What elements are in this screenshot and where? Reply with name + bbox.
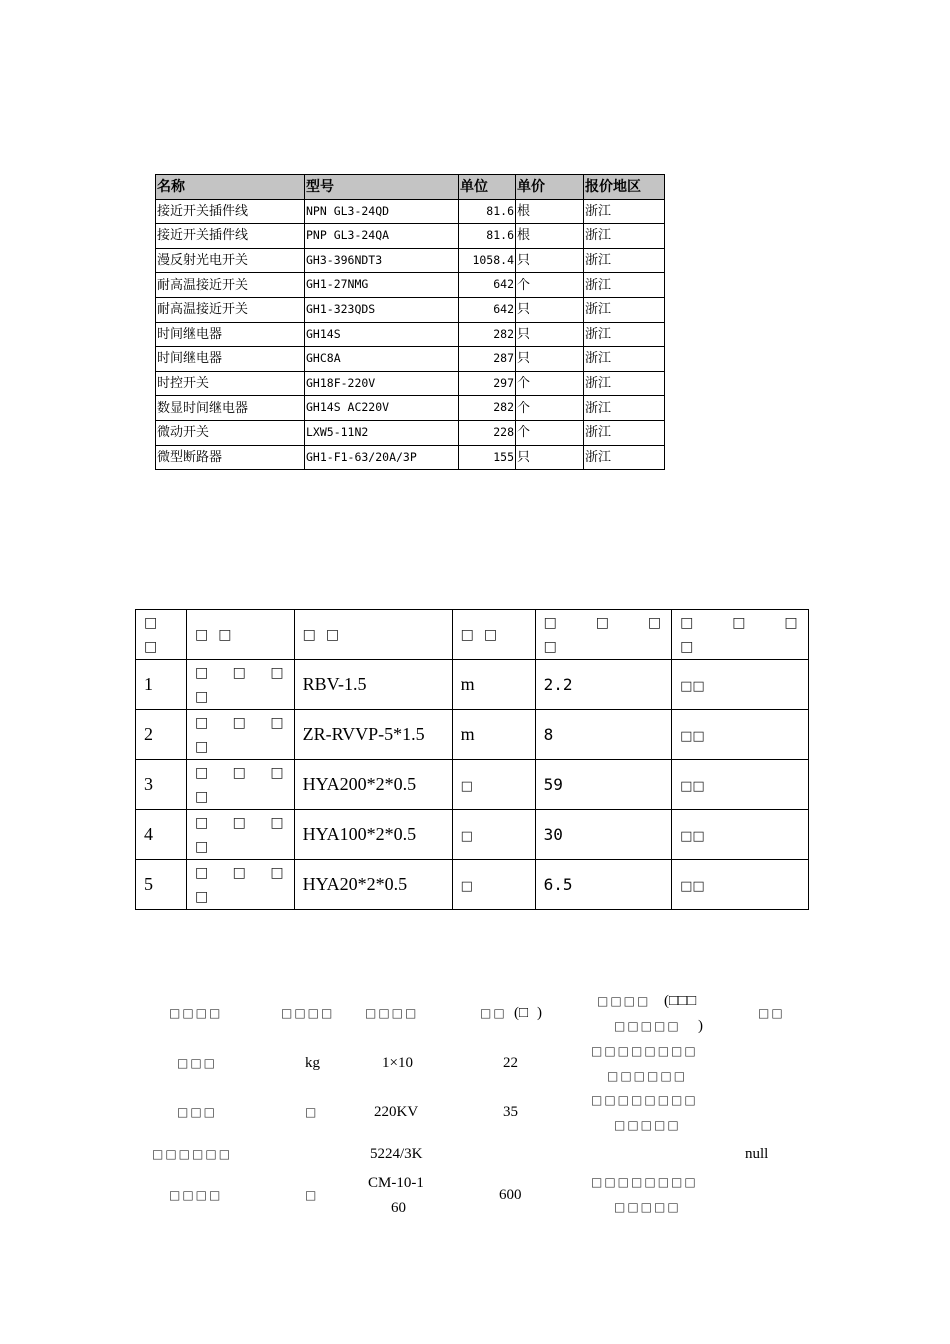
unit-cell: 个: [516, 420, 584, 445]
note-cell: [672, 660, 808, 710]
header-no: [136, 610, 187, 660]
name-cell: 耐高温接近开关: [156, 297, 305, 322]
header-region: 报价地区: [584, 175, 665, 200]
no-cell: [136, 860, 187, 910]
name-cell: 漫反射光电开关: [156, 248, 305, 273]
price-text: 2.2: [543, 675, 573, 694]
note-cell: [672, 760, 808, 810]
t3-row4-note-line1: □□□□□□□□: [591, 1175, 698, 1189]
model-cell: NPN GL3-24QD: [305, 199, 459, 224]
model-cell: [294, 810, 452, 860]
t3-header-col2: □□□□: [281, 1006, 335, 1020]
name-text: □ □ □ □: [195, 864, 294, 905]
price-cell: [535, 710, 671, 760]
price-text: 6.5: [543, 875, 573, 894]
table-row: [156, 199, 665, 224]
t3-header-col5-paren: (□□□: [664, 993, 697, 1009]
no-text: 4: [144, 824, 153, 844]
t3-row3-name: □□□□□□: [152, 1147, 233, 1161]
unit-cell: 只: [516, 322, 584, 347]
model-text: HYA200*2*0.5: [302, 774, 417, 794]
name-text: □ □ □ □: [195, 664, 294, 705]
unit-cell: 个: [516, 371, 584, 396]
unit-cell: [452, 760, 535, 810]
t3-header-col6: □□: [758, 1006, 785, 1020]
price-text: 59: [543, 775, 563, 794]
header-unit-text: □□: [460, 626, 508, 643]
model-cell: GH3-396NDT3: [305, 248, 459, 273]
t3-row1-unit: kg: [305, 1055, 320, 1071]
t3-row4-name: □□□□: [169, 1188, 223, 1202]
value-cell: 282: [459, 322, 516, 347]
model-cell: GH14S AC220V: [305, 396, 459, 421]
t3-row2-note-line2: □□□□□: [614, 1118, 681, 1132]
note-cell: [672, 710, 808, 760]
value-cell: 81.6: [459, 199, 516, 224]
model-cell: GH1-323QDS: [305, 297, 459, 322]
header-no-text: □ □: [144, 614, 168, 655]
unit-cell: [452, 860, 535, 910]
unit-cell: 根: [516, 199, 584, 224]
model-cell: [294, 710, 452, 760]
unit-cell: 个: [516, 396, 584, 421]
region-cell: 浙江: [584, 445, 665, 470]
table-row: [156, 396, 665, 421]
value-cell: 287: [459, 347, 516, 372]
model-text: RBV-1.5: [302, 674, 367, 694]
cable-price-table: [135, 609, 809, 910]
t3-row3-extra: null: [745, 1146, 769, 1162]
name-cell: 耐高温接近开关: [156, 273, 305, 298]
table-row: [156, 248, 665, 273]
table-row: [156, 445, 665, 470]
name-text: □ □ □ □: [195, 714, 294, 755]
unit-cell: 只: [516, 445, 584, 470]
region-cell: 浙江: [584, 420, 665, 445]
value-cell: 228: [459, 420, 516, 445]
model-cell: [294, 760, 452, 810]
price-cell: [535, 660, 671, 710]
t3-row1-name: □□□: [177, 1056, 218, 1070]
cable-table-header-row: [136, 610, 809, 660]
unit-text: m: [460, 674, 475, 694]
model-text: HYA20*2*0.5: [302, 874, 408, 894]
model-cell: GH1-F1-63/20A/3P: [305, 445, 459, 470]
value-cell: 155: [459, 445, 516, 470]
name-cell: 微型断路器: [156, 445, 305, 470]
t3-row3-spec: 5224/3K: [370, 1146, 423, 1162]
table-row: [156, 224, 665, 249]
t3-row1-note-line2: □□□□□□: [607, 1069, 688, 1083]
header-price: [535, 610, 671, 660]
table-row: [136, 660, 809, 710]
unit-cell: 只: [516, 248, 584, 273]
note-text: □□: [680, 879, 705, 894]
value-cell: 81.6: [459, 224, 516, 249]
t3-header-col4-close: ): [537, 1005, 542, 1021]
header-price-text: □ □ □ □: [543, 614, 672, 655]
unit-cell: 只: [516, 297, 584, 322]
unit-text: □: [460, 779, 473, 794]
t3-header-col5-close: ): [698, 1018, 703, 1034]
name-cell: 时控开关: [156, 371, 305, 396]
header-model: 型号: [305, 175, 459, 200]
model-cell: [294, 860, 452, 910]
t3-row4-price: 600: [499, 1187, 522, 1203]
model-cell: GH1-27NMG: [305, 273, 459, 298]
table-row: [136, 760, 809, 810]
region-cell: 浙江: [584, 347, 665, 372]
unit-cell: 只: [516, 347, 584, 372]
note-cell: [672, 810, 808, 860]
no-cell: [136, 810, 187, 860]
t3-row4-spec-line2: 60: [391, 1200, 406, 1216]
note-text: □□: [680, 679, 705, 694]
region-cell: 浙江: [584, 297, 665, 322]
value-cell: 297: [459, 371, 516, 396]
t3-row4-spec-line1: CM-10-1: [368, 1175, 424, 1191]
note-text: □□: [680, 829, 705, 844]
t3-row2-note-line1: □□□□□□□□: [591, 1093, 698, 1107]
name-cell: 接近开关插件线: [156, 224, 305, 249]
header-note-text: □ □ □ □: [680, 614, 808, 655]
t3-row2-name: □□□: [177, 1105, 218, 1119]
t3-row4-note-line2: □□□□□: [614, 1200, 681, 1214]
model-cell: GHC8A: [305, 347, 459, 372]
unit-cell: 个: [516, 273, 584, 298]
value-cell: 642: [459, 297, 516, 322]
t3-row1-note-line1: □□□□□□□□: [591, 1044, 698, 1058]
unit-cell: 根: [516, 224, 584, 249]
note-text: □□: [680, 729, 705, 744]
table-row: [156, 371, 665, 396]
no-cell: [136, 660, 187, 710]
region-cell: 浙江: [584, 199, 665, 224]
model-text: HYA100*2*0.5: [302, 824, 417, 844]
note-text: □□: [680, 779, 705, 794]
region-cell: 浙江: [584, 371, 665, 396]
no-text: 2: [144, 724, 153, 744]
t3-header-col3: □□□□: [365, 1006, 419, 1020]
region-cell: 浙江: [584, 224, 665, 249]
table-row: [156, 273, 665, 298]
name-cell: [187, 710, 295, 760]
header-unit: [452, 610, 535, 660]
name-cell: [187, 760, 295, 810]
model-cell: GH18F-220V: [305, 371, 459, 396]
name-cell: 时间继电器: [156, 322, 305, 347]
t3-header-col5-line1: □□□□: [597, 994, 651, 1008]
t3-row2-price: 35: [503, 1104, 518, 1120]
t3-header-col1: □□□□: [169, 1006, 223, 1020]
unit-cell: [452, 810, 535, 860]
name-cell: [187, 660, 295, 710]
model-text: ZR-RVVP-5*1.5: [302, 724, 425, 744]
table-row: [156, 347, 665, 372]
price-table-header-row: [156, 175, 665, 200]
t3-row1-spec: 1×10: [382, 1055, 413, 1071]
price-cell: [535, 810, 671, 860]
header-price: 单价: [516, 175, 584, 200]
region-cell: 浙江: [584, 248, 665, 273]
model-cell: PNP GL3-24QA: [305, 224, 459, 249]
name-text: □ □ □ □: [195, 764, 294, 805]
header-note: [672, 610, 808, 660]
header-name-text: □□: [195, 626, 242, 643]
unit-cell: [452, 660, 535, 710]
region-cell: 浙江: [584, 322, 665, 347]
t3-row2-spec: 220KV: [374, 1104, 419, 1120]
price-cell: [535, 860, 671, 910]
price-cell: [535, 760, 671, 810]
no-text: 5: [144, 874, 153, 894]
model-cell: LXW5-11N2: [305, 420, 459, 445]
region-cell: 浙江: [584, 273, 665, 298]
name-cell: 微动开关: [156, 420, 305, 445]
region-cell: 浙江: [584, 396, 665, 421]
price-table: [155, 174, 665, 470]
no-cell: [136, 710, 187, 760]
t3-row2-unit: □: [305, 1105, 319, 1119]
header-name: [187, 610, 295, 660]
note-cell: [672, 860, 808, 910]
header-model: [294, 610, 452, 660]
price-text: 8: [543, 725, 554, 744]
t3-header-col5-line2: □□□□□: [614, 1019, 681, 1033]
table-row: [156, 322, 665, 347]
name-cell: [187, 860, 295, 910]
header-unit: 单位: [459, 175, 516, 200]
name-cell: 时间继电器: [156, 347, 305, 372]
model-cell: [294, 660, 452, 710]
header-name: 名称: [156, 175, 305, 200]
name-text: □ □ □ □: [195, 814, 294, 855]
unit-cell: [452, 710, 535, 760]
t3-row4-unit: □: [305, 1188, 319, 1202]
no-text: 1: [144, 674, 153, 694]
t3-header-col4-open: (□: [514, 1005, 529, 1021]
name-cell: 数显时间继电器: [156, 396, 305, 421]
table-row: [156, 420, 665, 445]
unit-text: m: [460, 724, 475, 744]
header-model-text: □□: [302, 626, 350, 643]
table-row: [136, 710, 809, 760]
model-cell: GH14S: [305, 322, 459, 347]
table-row: [136, 860, 809, 910]
t3-header-col4: □□: [480, 1006, 507, 1020]
value-cell: 282: [459, 396, 516, 421]
t3-row1-price: 22: [503, 1055, 518, 1071]
no-cell: [136, 760, 187, 810]
price-text: 30: [543, 825, 563, 844]
value-cell: 1058.4: [459, 248, 516, 273]
value-cell: 642: [459, 273, 516, 298]
unit-text: □: [460, 879, 473, 894]
table-row: [156, 297, 665, 322]
no-text: 3: [144, 774, 153, 794]
unit-text: □: [460, 829, 473, 844]
name-cell: [187, 810, 295, 860]
table-row: [136, 810, 809, 860]
name-cell: 接近开关插件线: [156, 199, 305, 224]
